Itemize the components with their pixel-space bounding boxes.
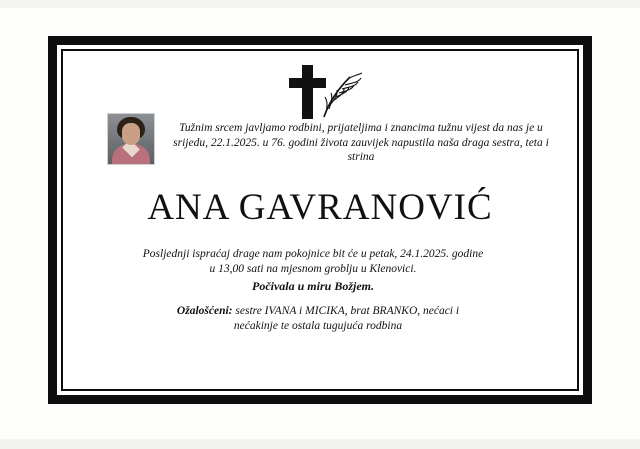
scan-edge-top [0,0,640,8]
funeral-line-2: u 13,00 sati na mjesnom groblju u Klenovici. [209,262,417,275]
intro-text: Tužnim srcem javljamo rodbini, prijateljima i znancima tužnu vijest da nas je u srijedu, 22.1.2025. u 76. godini života zauvijek napustila naša draga sestra, teta i strina [173,122,549,163]
obituary-content [63,51,577,389]
funeral-line-1: Posljednji ispraćaj drage nam pokojnice bit će u petak, 24.1.2025. godine [142,248,484,260]
mourners-label: Ožalošćeni: [176,305,233,317]
mourners-line-2: nećakinje te ostala tugujuća rodbina [233,319,403,332]
obituary-card [48,36,592,404]
card-inner-border [61,49,579,391]
cross-with-palm-branch-icon [274,61,366,123]
avatar [107,113,155,165]
mourners-line-1 [133,304,503,319]
scan-edge-bottom [0,439,640,449]
deceased-name: ANA GAVRANOVIĆ [147,187,493,228]
rest-in-peace-text: Počivala u miru Božjem. [251,279,374,293]
mourners-block [133,304,503,333]
funeral-details [113,247,513,294]
card-white-gap [57,45,583,395]
mourners-names: sestre IVANA i MICIKA, brat BRANKO, nećaci i [232,305,460,317]
